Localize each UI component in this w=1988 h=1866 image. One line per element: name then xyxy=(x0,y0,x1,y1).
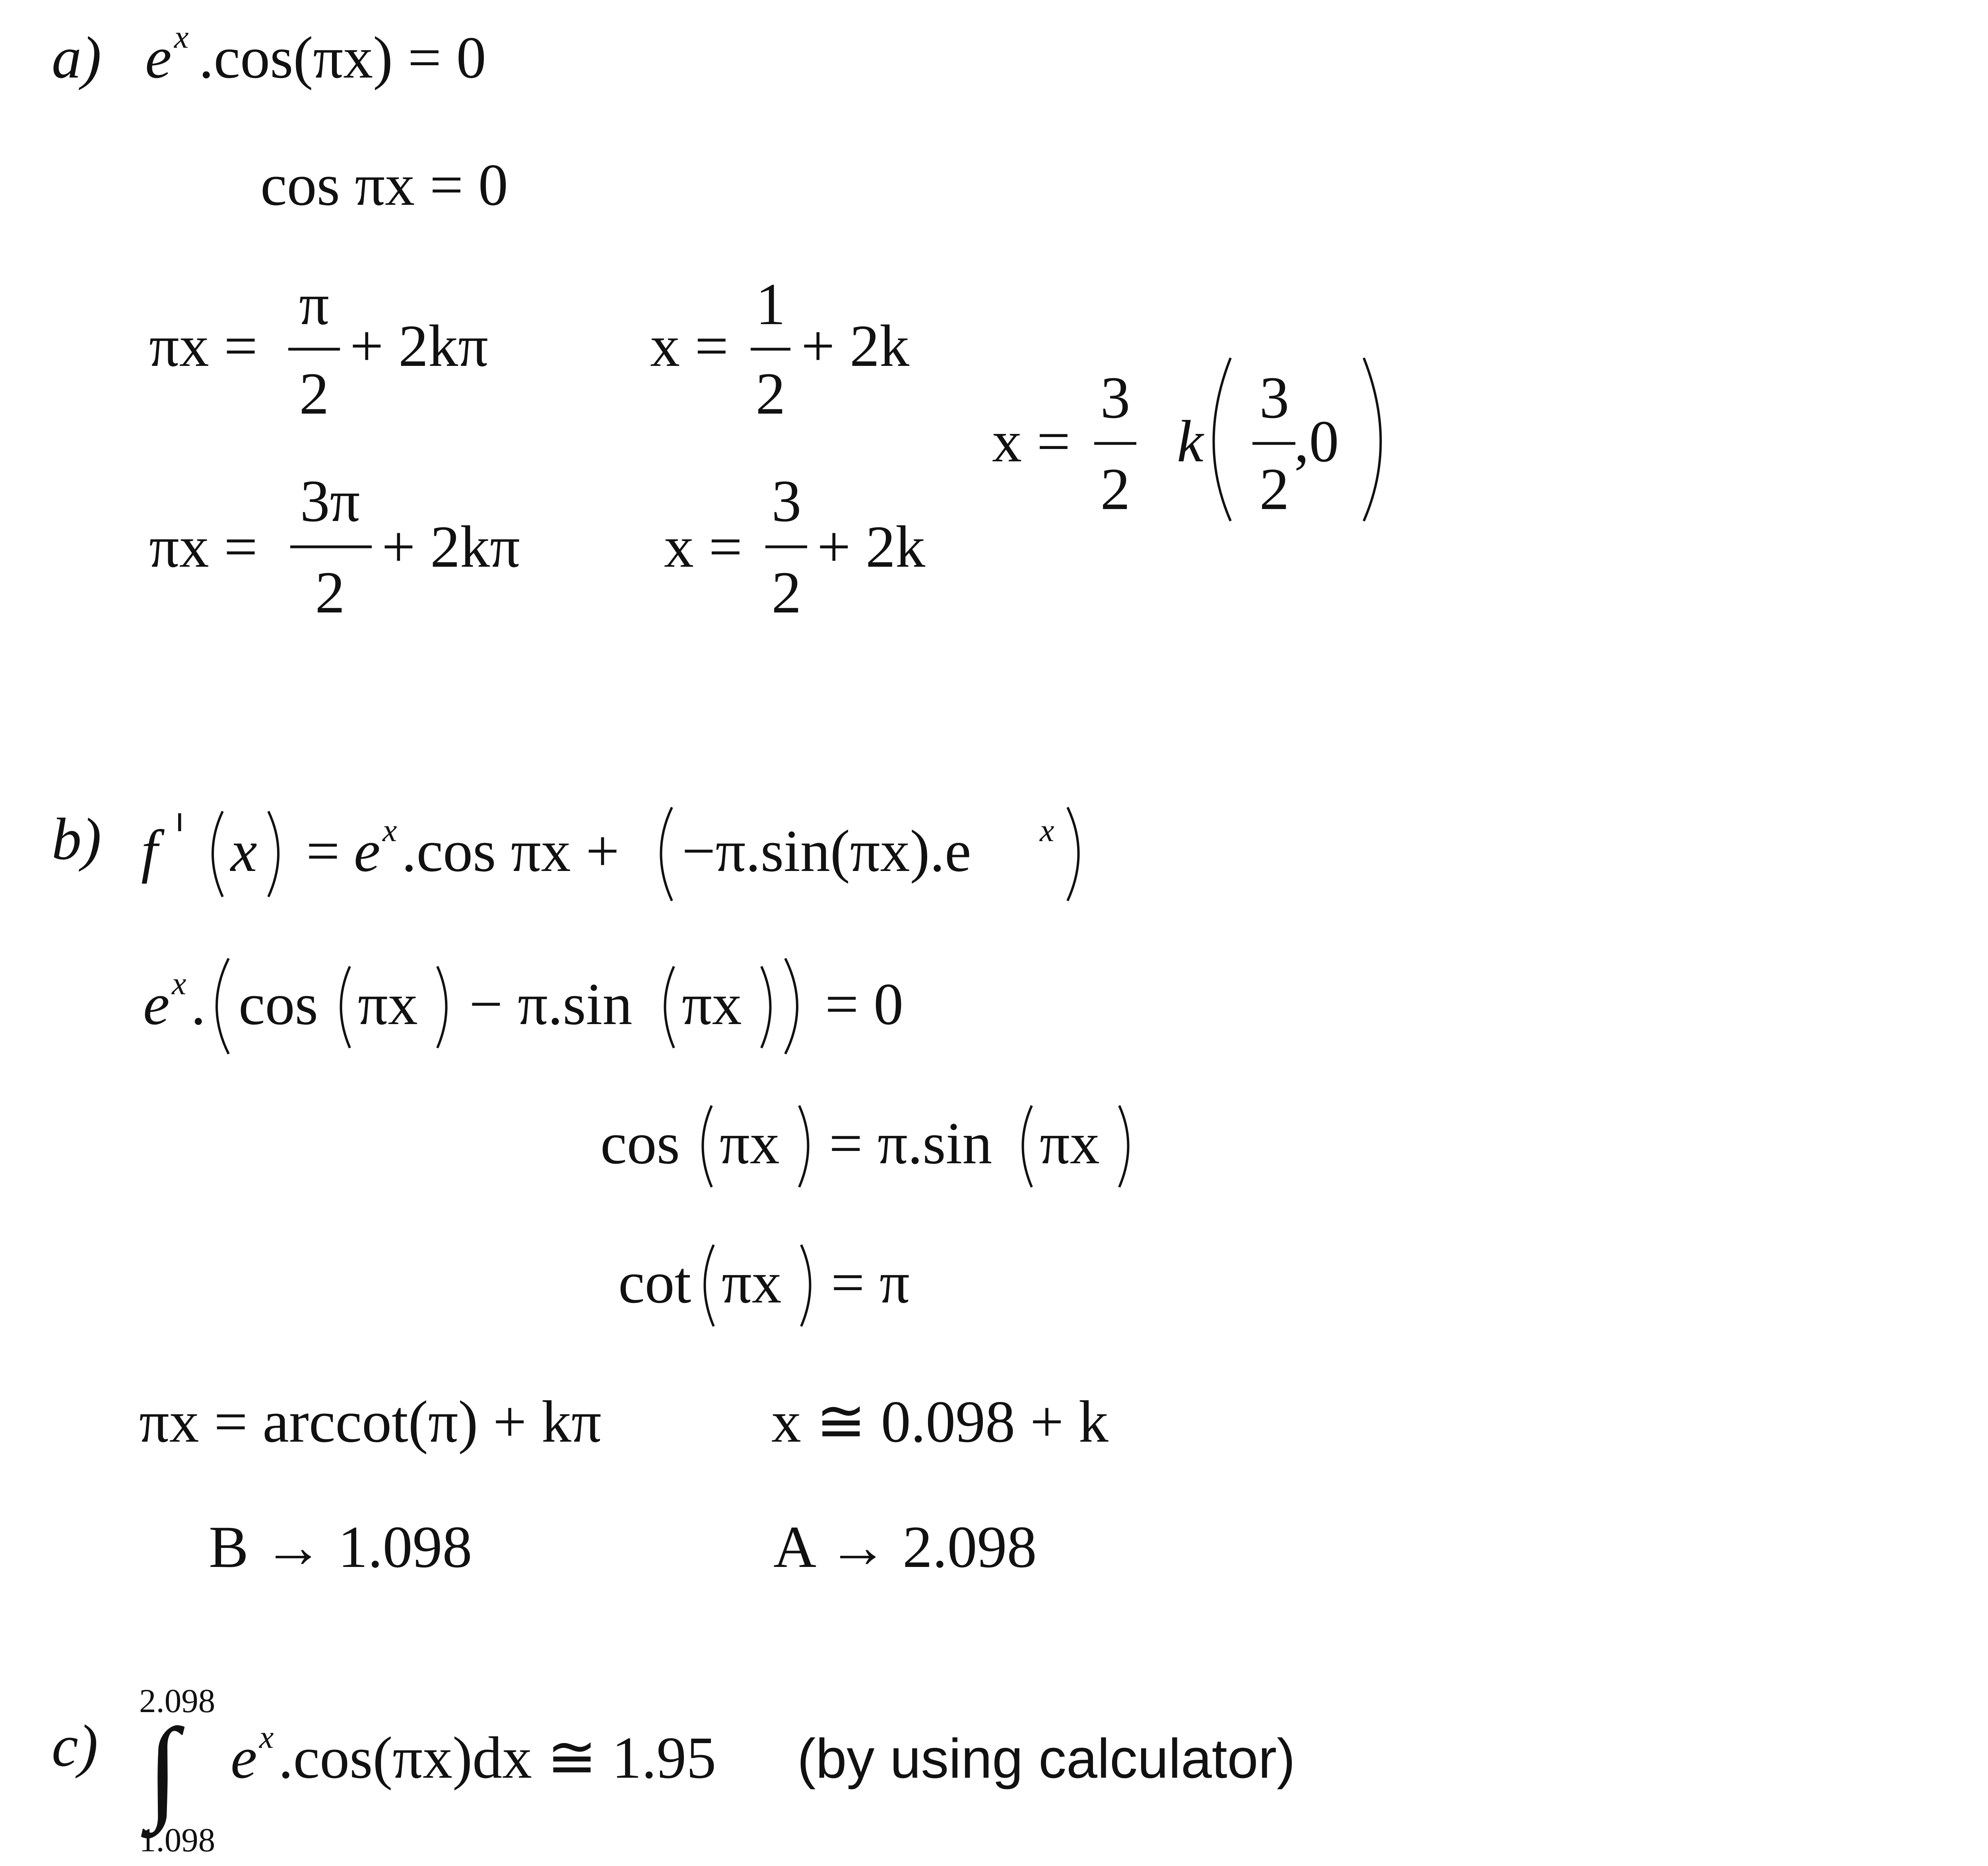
b-eq2-cos: cos xyxy=(239,971,318,1037)
b-point-b: B → 1.098 xyxy=(209,1514,472,1580)
a-point-num: 3 xyxy=(1259,365,1289,431)
b-eq3-cos: cos xyxy=(600,1110,680,1176)
a-eq3-right: + 2kπ xyxy=(350,313,488,379)
c-e: e xyxy=(231,1725,257,1791)
b-eq4-cot: cot xyxy=(618,1250,691,1316)
a-eq5-den: 2 xyxy=(315,560,345,626)
part-c-label: c) xyxy=(52,1713,98,1779)
a-eq1-exp: x xyxy=(174,19,189,55)
a-eq6-num: 3 xyxy=(771,468,802,534)
b-eq3-paren2-close xyxy=(1119,1106,1128,1187)
a-eq1-rest: .cos(πx) = 0 xyxy=(199,25,486,91)
a-eq4-right: + 2k xyxy=(801,313,910,379)
b-eq3-arg1: πx xyxy=(720,1110,780,1176)
b-eq2-paren2-close xyxy=(761,966,771,1048)
b-eq1-prime: ı xyxy=(175,801,184,839)
b-eq1-f: f xyxy=(141,818,158,884)
b-eq1-exp2: x xyxy=(1040,812,1054,848)
a-eq3-left: πx = xyxy=(149,313,258,379)
a-result-num: 3 xyxy=(1100,365,1130,431)
b-eq1-bigparen-close xyxy=(1068,807,1079,901)
integral-sign: ∫ xyxy=(147,1705,179,1833)
b-eq1-paren-open xyxy=(213,811,223,897)
b-eq4-arg: πx xyxy=(722,1250,782,1316)
c-lower-limit: 1.098 xyxy=(139,1821,215,1859)
b-eq2-arg1: πx xyxy=(358,971,418,1037)
a-point-tail: ,0 xyxy=(1294,408,1339,474)
a-point-den: 2 xyxy=(1259,456,1289,522)
a-eq3-den: 2 xyxy=(299,361,329,427)
b-eq6: x ≅ 0.098 + k xyxy=(771,1389,1109,1455)
b-eq4-tail: = π xyxy=(831,1250,910,1316)
b-eq2-exp: x xyxy=(172,965,186,1001)
a-result-den: 2 xyxy=(1100,456,1130,522)
a-eq4-num: 1 xyxy=(755,271,786,337)
a-point-label: k xyxy=(1177,408,1204,474)
b-eq2-mid: − π.sin xyxy=(469,971,633,1037)
b-eq3-paren1-close xyxy=(799,1106,808,1187)
b-eq1-mid: .cos πx + xyxy=(402,818,619,884)
a-point-right-paren xyxy=(1364,358,1381,521)
a-eq1-base: e xyxy=(145,25,172,91)
a-eq4-den: 2 xyxy=(755,361,786,427)
b-eq2-bigparen-open xyxy=(217,958,229,1054)
c-note: (by using calculator) xyxy=(797,1727,1295,1790)
b-point-a: A → 2.098 xyxy=(773,1514,1037,1580)
b-eq2-e: e xyxy=(143,971,170,1037)
b-eq3-mid: = π.sin xyxy=(829,1110,992,1176)
c-exp: x xyxy=(259,1719,274,1755)
b-eq1-paren-close xyxy=(268,811,278,897)
b-eq5: πx = arccot(π) + kπ xyxy=(139,1389,602,1455)
b-eq1-bigparen-open xyxy=(661,807,672,901)
a-eq4-left: x = xyxy=(650,313,729,379)
b-eq2-bigparen-close xyxy=(785,958,797,1054)
a-eq6-right: + 2k xyxy=(817,514,926,580)
b-eq1-e1: e xyxy=(354,818,381,884)
part-b-label: b) xyxy=(52,806,101,872)
c-integrand: .cos(πx)dx ≅ 1.95 xyxy=(278,1725,716,1791)
b-eq2-tail: = 0 xyxy=(825,971,904,1037)
b-eq1-eq: = xyxy=(306,818,340,884)
b-eq2-paren1-close xyxy=(437,966,447,1048)
part-a-label: a) xyxy=(52,25,101,91)
c-upper-limit: 2.098 xyxy=(139,1682,215,1720)
a-eq5-num: 3π xyxy=(300,468,360,534)
a-eq5-right: + 2kπ xyxy=(382,514,520,580)
b-eq1-arg: x xyxy=(231,818,257,884)
a-eq6-left: x = xyxy=(664,514,743,580)
b-eq3-paren2-open xyxy=(1023,1106,1032,1187)
b-eq4-paren-close xyxy=(801,1245,810,1326)
a-eq6-den: 2 xyxy=(771,560,802,626)
b-eq2-dot: . xyxy=(191,971,206,1037)
a-eq2: cos πx = 0 xyxy=(260,152,508,218)
a-eq3-num: π xyxy=(299,271,329,337)
b-eq1-exp1: x xyxy=(382,812,397,848)
a-result-left: x = xyxy=(992,408,1071,474)
b-eq2-paren2-open xyxy=(665,966,674,1048)
b-eq4-paren-open xyxy=(705,1245,714,1326)
a-eq5-left: πx = xyxy=(149,514,258,580)
a-point-left-paren xyxy=(1214,358,1231,521)
b-eq1-inner: −π.sin(πx).e xyxy=(682,818,971,884)
b-eq3-paren1-open xyxy=(703,1106,712,1187)
b-eq3-arg2: πx xyxy=(1040,1110,1100,1176)
b-eq2-arg2: πx xyxy=(682,971,742,1037)
b-eq2-paren1-open xyxy=(341,966,350,1048)
